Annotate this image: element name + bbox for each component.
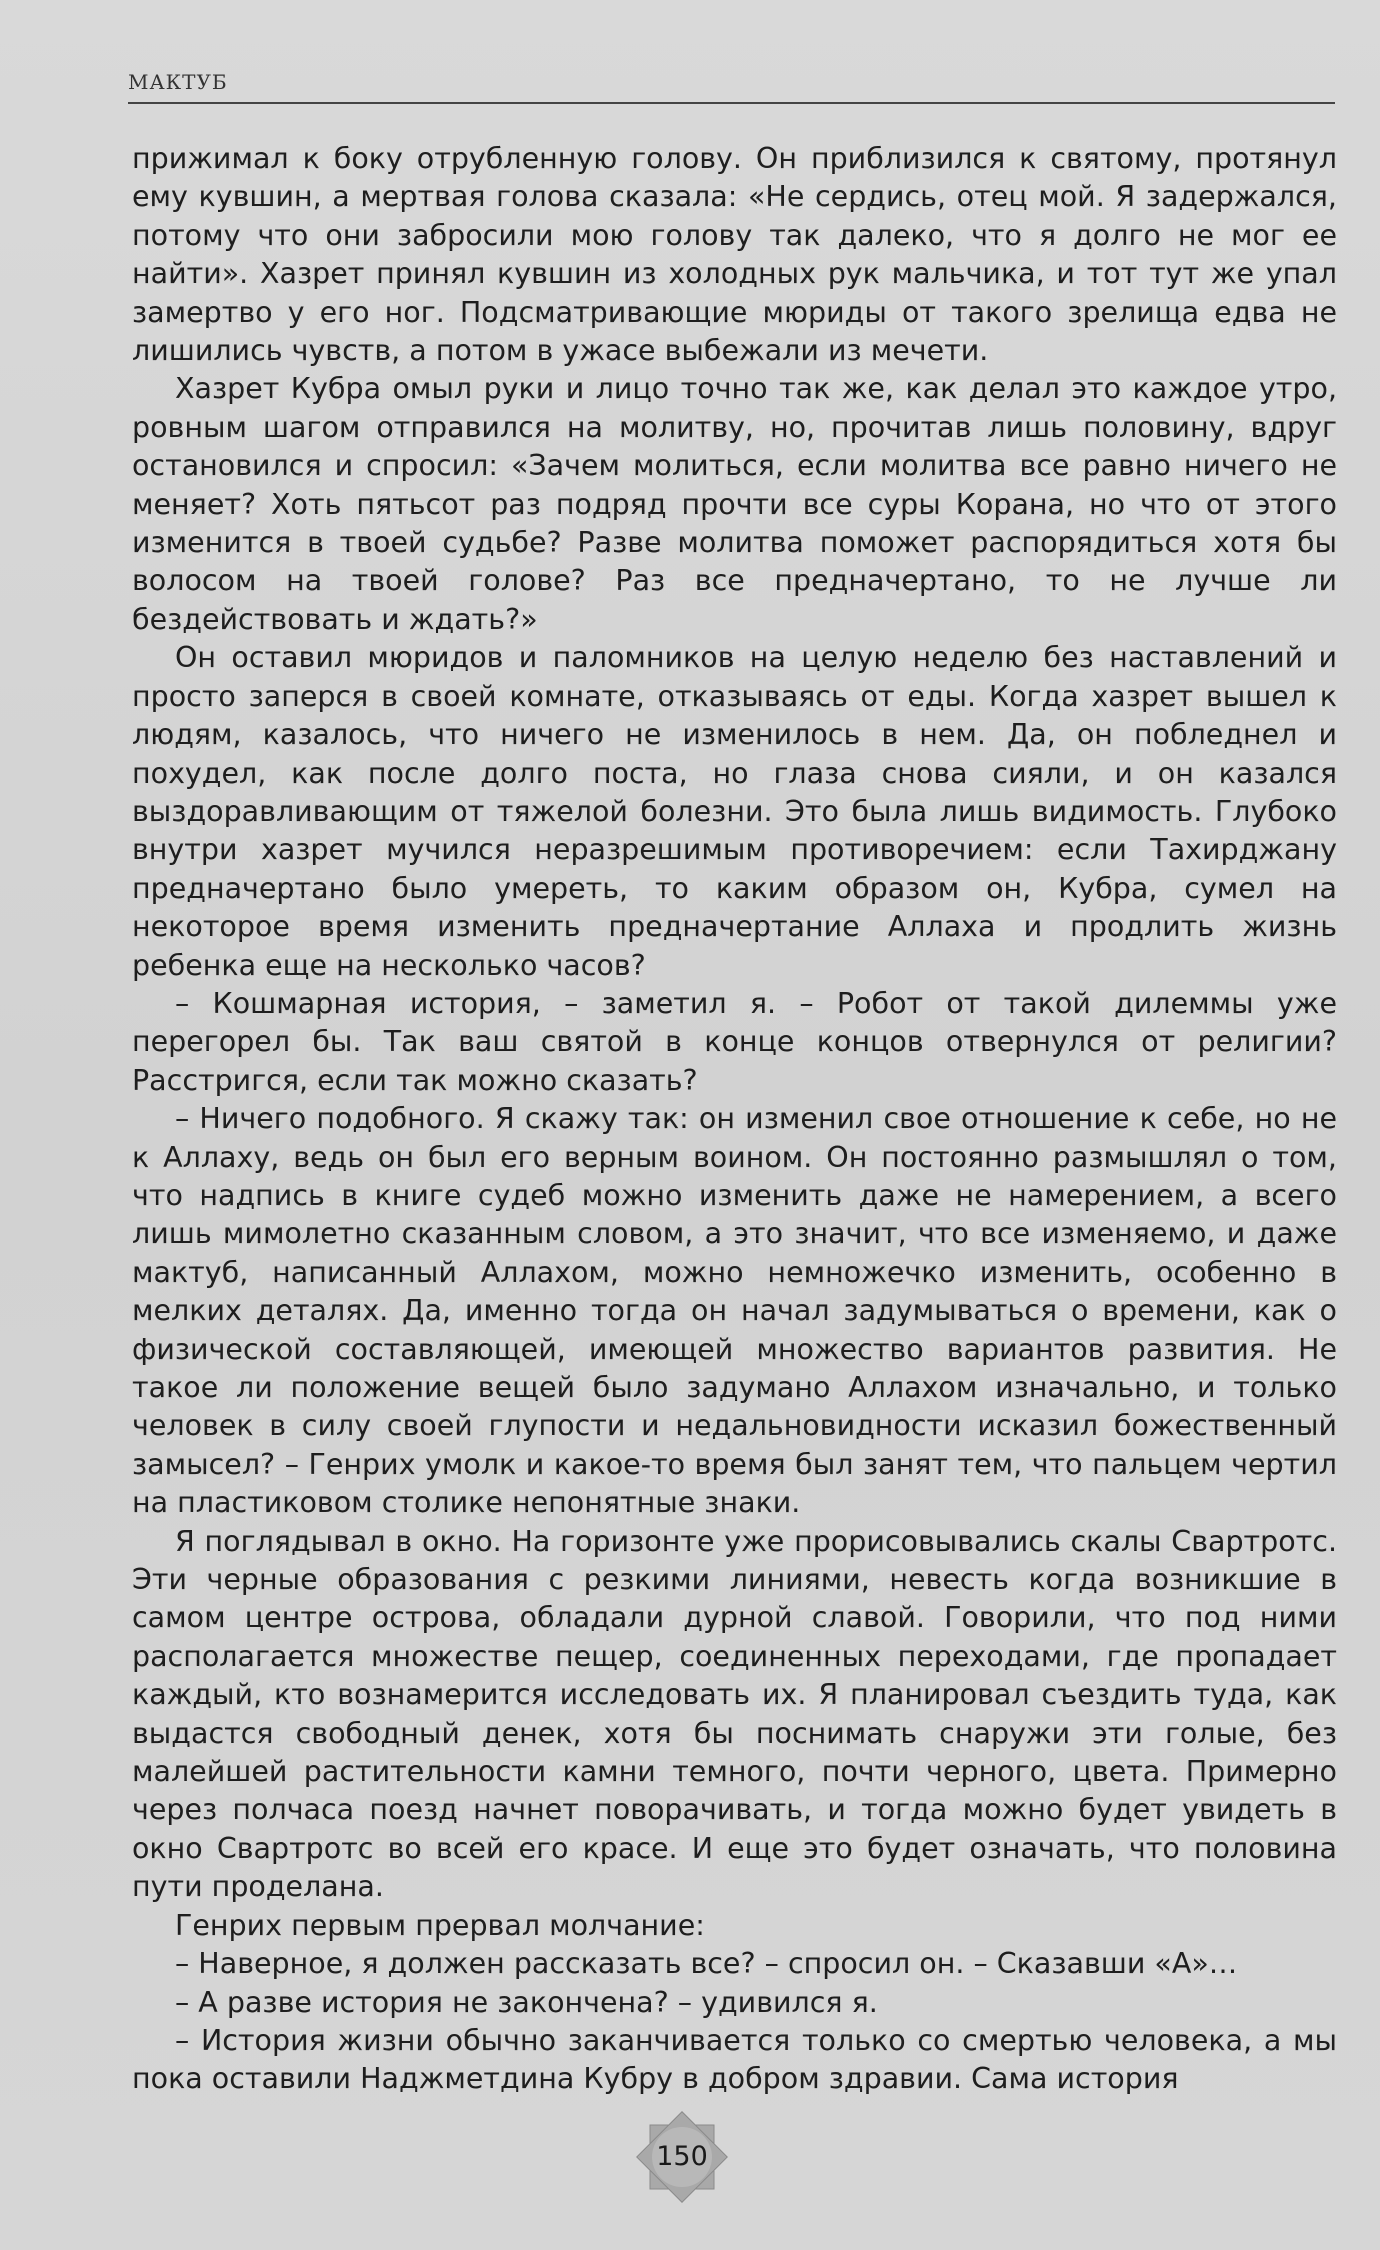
paragraph: Я поглядывал в окно. На горизонте уже прорисовывались скалы Свартротс. Эти черные образования с резкими линиями, невесть когда возникшие в самом центре острова, обладали дурной славой. Говорили, что под ними располагается множестве пещер, соединенных переходами, где пропадает каждый, кто вознамерится исследовать их. Я планировал съездить туда, как выдастся свободный денек, хотя бы поснимать снаружи эти голые, без малейшей растительности камни темного, почти черного, цвета. Примерно через полчаса поезд начнет поворачивать, и тогда можно будет увидеть в окно Свартротс во всей его красе. И еще это будет означать, что половина пути проделана. [132, 1524, 1337, 1904]
running-title: МАКТУБ [128, 70, 228, 94]
paragraph: – Кошмарная история, – заметил я. – Робот от такой дилеммы уже перегорел бы. Так ваш святой в конце концов отвернулся от религии? Расстригся, если так можно сказать? [132, 986, 1337, 1097]
paragraph: – Наверное, я должен рассказать все? – спросил он. – Сказавши «А»… [175, 1947, 1238, 1981]
paragraph: – История жизни обычно заканчивается только со смертью человека, а мы пока оставили Наджметдина Кубру в добром здравии. Сама история [132, 2023, 1337, 2096]
paragraph: – А разве история не закончена? – удивился я. [175, 1985, 878, 2019]
paragraph: прижимал к боку отрубленную голову. Он приблизился к святому, протянул ему кувшин, а мертвая голова сказала: «Не сердись, отец мой. Я задержался, потому что они забросили мою голову так далеко, что я долго не мог ее найти». Хазрет принял кувшин из холодных рук мальчика, и тот тут же упал замертво у его ног. Подсматривающие мюриды от такого зрелища едва не лишились чувств, а потом в ужасе выбежали из мечети. [132, 142, 1337, 368]
paragraph: – Ничего подобного. Я скажу так: он изменил свое отношение к себе, но не к Аллаху, ведь он был его верным воином. Он постоянно размышлял о том, что надпись в книге судеб можно изменить даже не намерением, а всего лишь мимолетно сказанным словом, а это значит, что все изменяемо, и даже мактуб, написанный Аллахом, можно немножечко изменить, особенно в мелких деталях. Да, именно тогда он начал задумываться о времени, как о физической составляющей, имеющей множество вариантов развития. Не такое ли положение вещей было задумано Аллахом изначально, и только человек в силу своей глупости и недальновидности исказил божественный замысел? – Генрих умолк и какое-то время был занят тем, что пальцем чертил на пластиковом столике непонятные знаки. [132, 1102, 1337, 1520]
paragraph: Он оставил мюридов и паломников на целую неделю без наставлений и просто заперся в своей комнате, отказываясь от еды. Когда хазрет вышел к людям, казалось, что ничего не изменилось в нем. Да, он побледнел и похудел, как после долго поста, но глаза снова сияли, и он казался выздоравливающим от тяжелой болезни. Это была лишь видимость. Глубоко внутри хазрет мучился неразрешимым противоречием: если Тахирджану предначертано было умереть, то каким образом он, Кубра, сумел на некоторое время изменить предначертание Аллаха и продлить жизнь ребенка еще на несколько часов? [132, 641, 1337, 982]
body-text [132, 140, 1337, 2099]
paragraph: Хазрет Кубра омыл руки и лицо точно так же, как делал это каждое утро, ровным шагом отправился на молитву, но, прочитав лишь половину, вдруг остановился и спросил: «Зачем молиться, если молитва все равно ничего не меняет? Хоть пятьсот раз подряд прочти все суры Корана, но что от этого изменится в твоей судьбе? Разве молитва поможет распорядиться хотя бы волосом на твоей голове? Раз все предначертано, то не лучше ли бездействовать и ждать?» [132, 372, 1337, 636]
page-number-ornament [628, 2103, 736, 2211]
header-rule [128, 102, 1335, 104]
page-number: 150 [656, 2141, 708, 2172]
paragraph: Генрих первым прервал молчание: [175, 1908, 705, 1942]
